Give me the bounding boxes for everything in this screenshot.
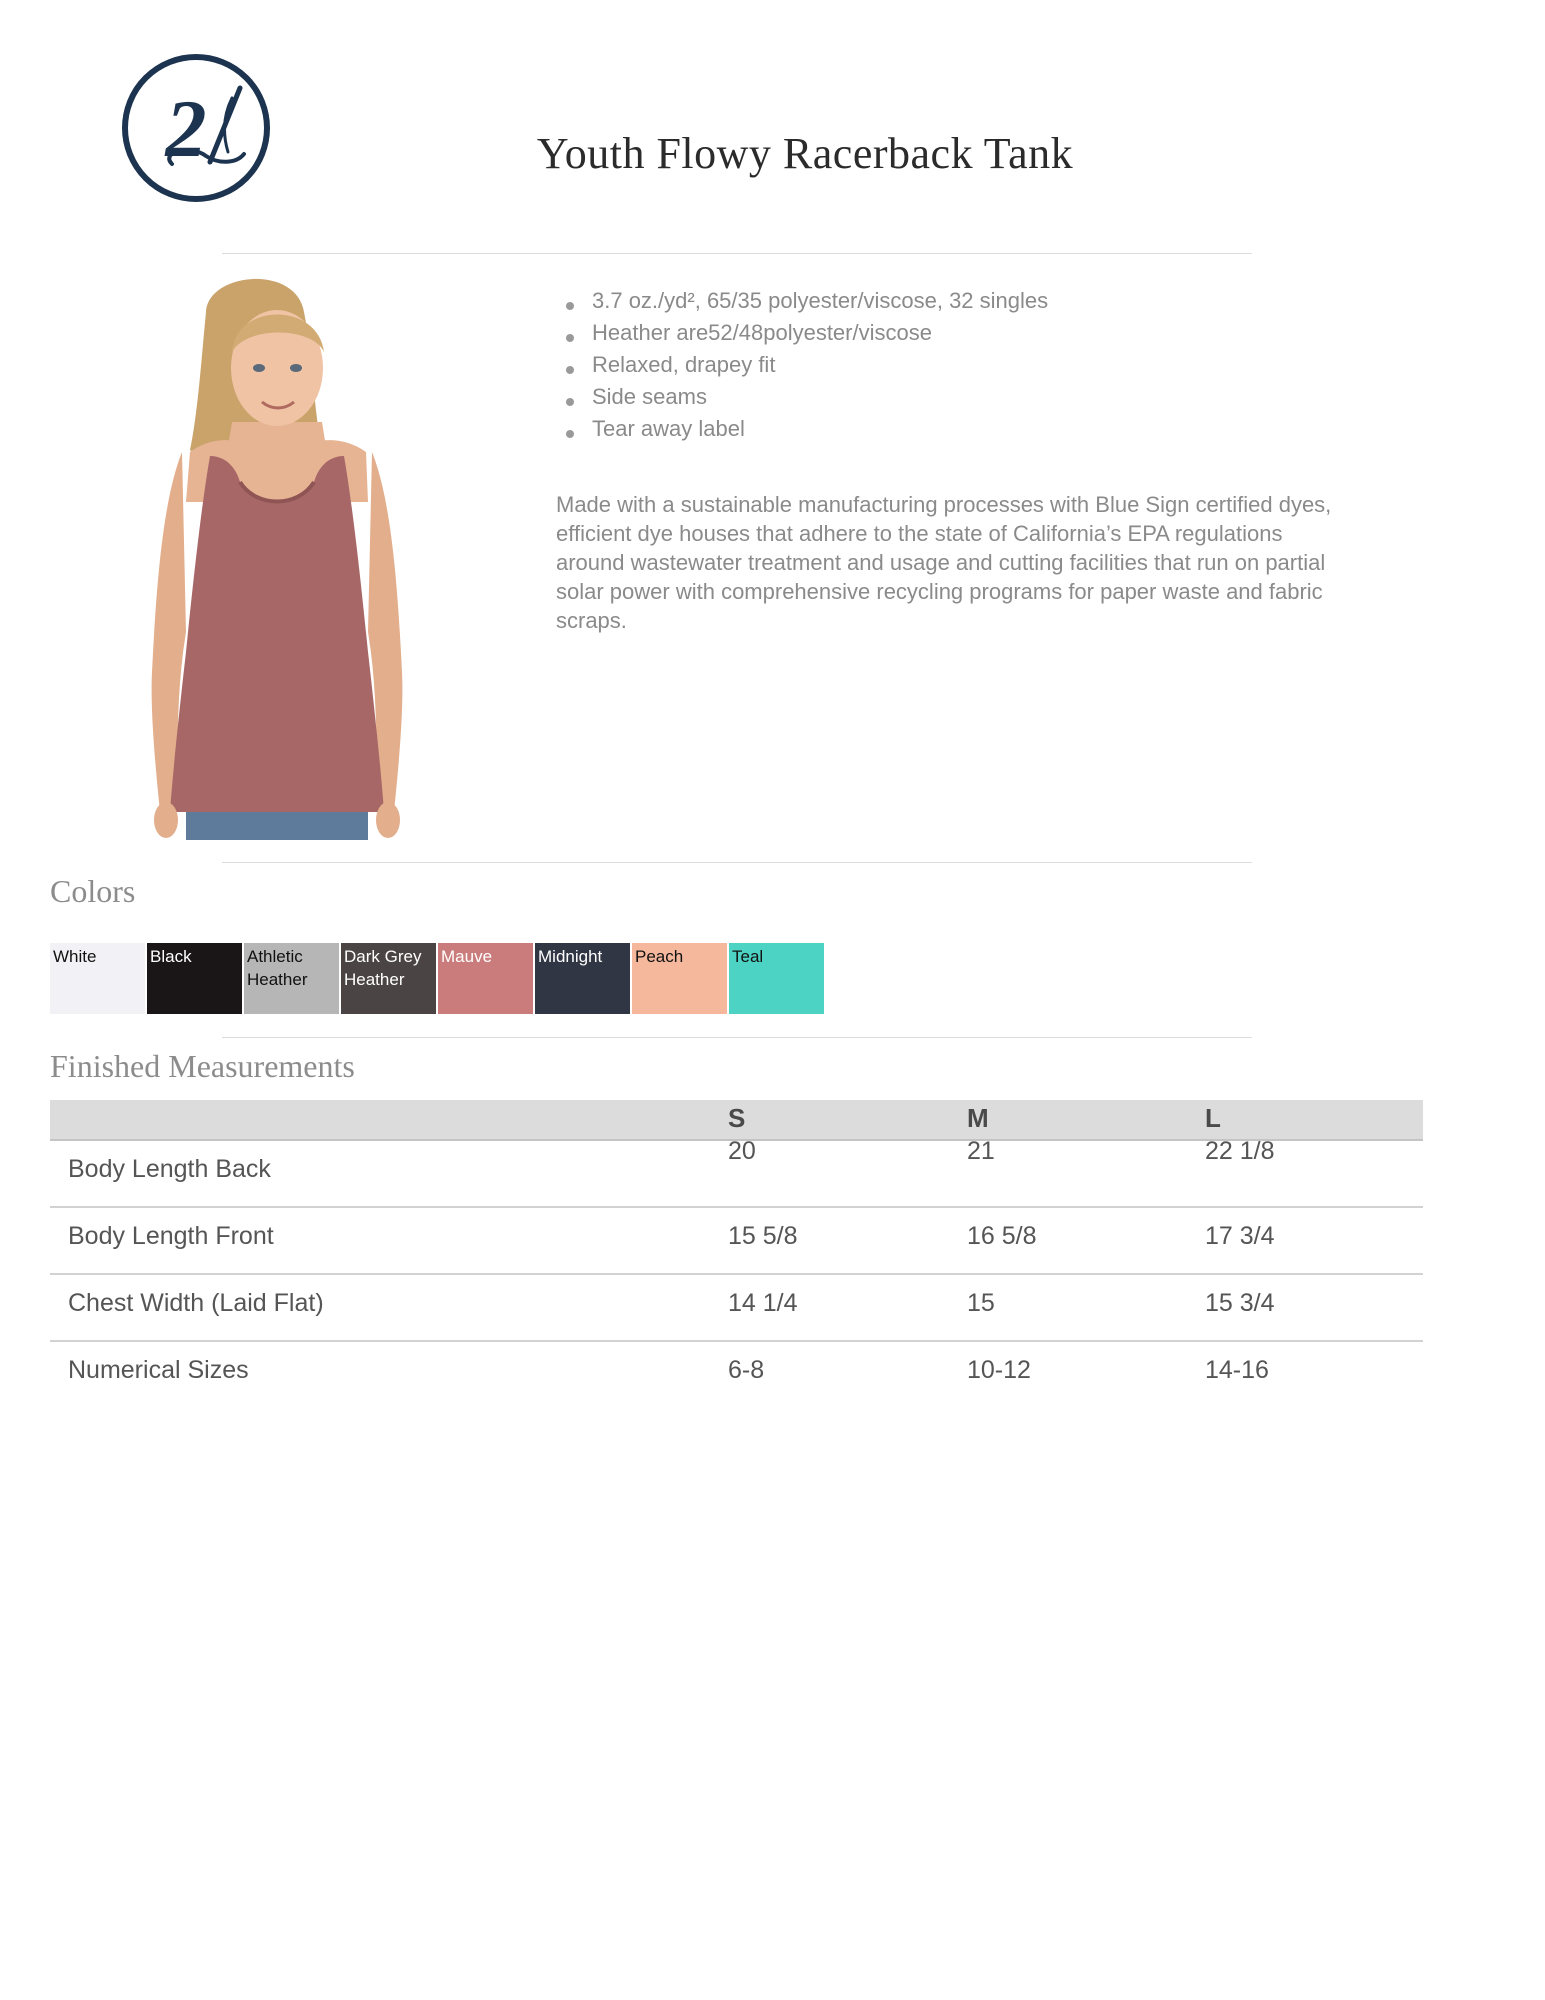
brand-logo <box>120 52 272 204</box>
table-row <box>50 1342 1423 1409</box>
color-swatches <box>50 943 826 1014</box>
feature-item: Relaxed, drapey fit <box>560 349 1048 381</box>
color-swatch-black: Black <box>147 943 242 1014</box>
measurements-table <box>50 1100 1423 1409</box>
size-header-l: L <box>1205 1103 1221 1133</box>
size-header-m: M <box>967 1103 989 1133</box>
value-s: 20 <box>728 1137 756 1165</box>
color-swatch-midnight: Midnight <box>535 943 630 1014</box>
value-m: 16 5/8 <box>967 1222 1037 1250</box>
row-label: Body Length Back <box>68 1155 271 1183</box>
feature-item: Side seams <box>560 381 1048 413</box>
bullet-icon <box>566 398 574 406</box>
row-label: Chest Width (Laid Flat) <box>68 1289 324 1317</box>
colors-heading: Colors <box>50 873 136 909</box>
size-header-s: S <box>728 1103 746 1133</box>
feature-item: Tear away label <box>560 413 1048 445</box>
divider <box>222 253 1252 254</box>
value-s: 6-8 <box>728 1356 765 1384</box>
value-m: 10-12 <box>967 1356 1031 1384</box>
value-s: 15 5/8 <box>728 1222 798 1250</box>
feature-list <box>560 285 1048 445</box>
bullet-icon <box>566 366 574 374</box>
bullet-icon <box>566 430 574 438</box>
table-row <box>50 1137 1423 1208</box>
table-row <box>50 1208 1423 1275</box>
bullet-icon <box>566 334 574 342</box>
color-swatch-teal: Teal <box>729 943 824 1014</box>
value-m: 21 <box>967 1137 995 1165</box>
value-l: 14-16 <box>1205 1356 1269 1384</box>
measurements-heading: Finished Measurements <box>50 1048 355 1084</box>
product-description: Made with a sustainable manufacturing processes with Blue Sign certified dyes, efficient dye houses that adhere to the state of California’s EPA regulations around wastewater treatment and usage and cutting facilities that run on partial solar power with comprehensive recycling programs for paper waste and fabric scraps. <box>556 492 1332 633</box>
value-l: 22 1/8 <box>1205 1137 1275 1165</box>
value-s: 14 1/4 <box>728 1289 798 1317</box>
product-title: Youth Flowy Racerback Tank <box>536 129 1074 178</box>
logo-glyph: 2 <box>165 83 207 174</box>
table-row <box>50 1275 1423 1342</box>
divider <box>222 1037 1252 1038</box>
product-photo <box>146 272 408 840</box>
row-label: Numerical Sizes <box>68 1356 249 1384</box>
divider <box>222 862 1252 863</box>
value-m: 15 <box>967 1289 995 1317</box>
color-swatch-white: White <box>50 943 145 1014</box>
color-swatch-dark-grey-heather: Dark Grey Heather <box>341 943 436 1014</box>
color-swatch-peach: Peach <box>632 943 727 1014</box>
feature-item: 3.7 oz./yd², 65/35 polyester/viscose, 32 singles <box>560 285 1048 317</box>
table-header-row <box>50 1100 1423 1141</box>
bullet-icon <box>566 302 574 310</box>
value-l: 17 3/4 <box>1205 1222 1275 1250</box>
value-l: 15 3/4 <box>1205 1289 1275 1317</box>
feature-item: Heather are52/48polyester/viscose <box>560 317 1048 349</box>
color-swatch-mauve: Mauve <box>438 943 533 1014</box>
color-swatch-athletic-heather: Athletic Heather <box>244 943 339 1014</box>
row-label: Body Length Front <box>68 1222 274 1250</box>
